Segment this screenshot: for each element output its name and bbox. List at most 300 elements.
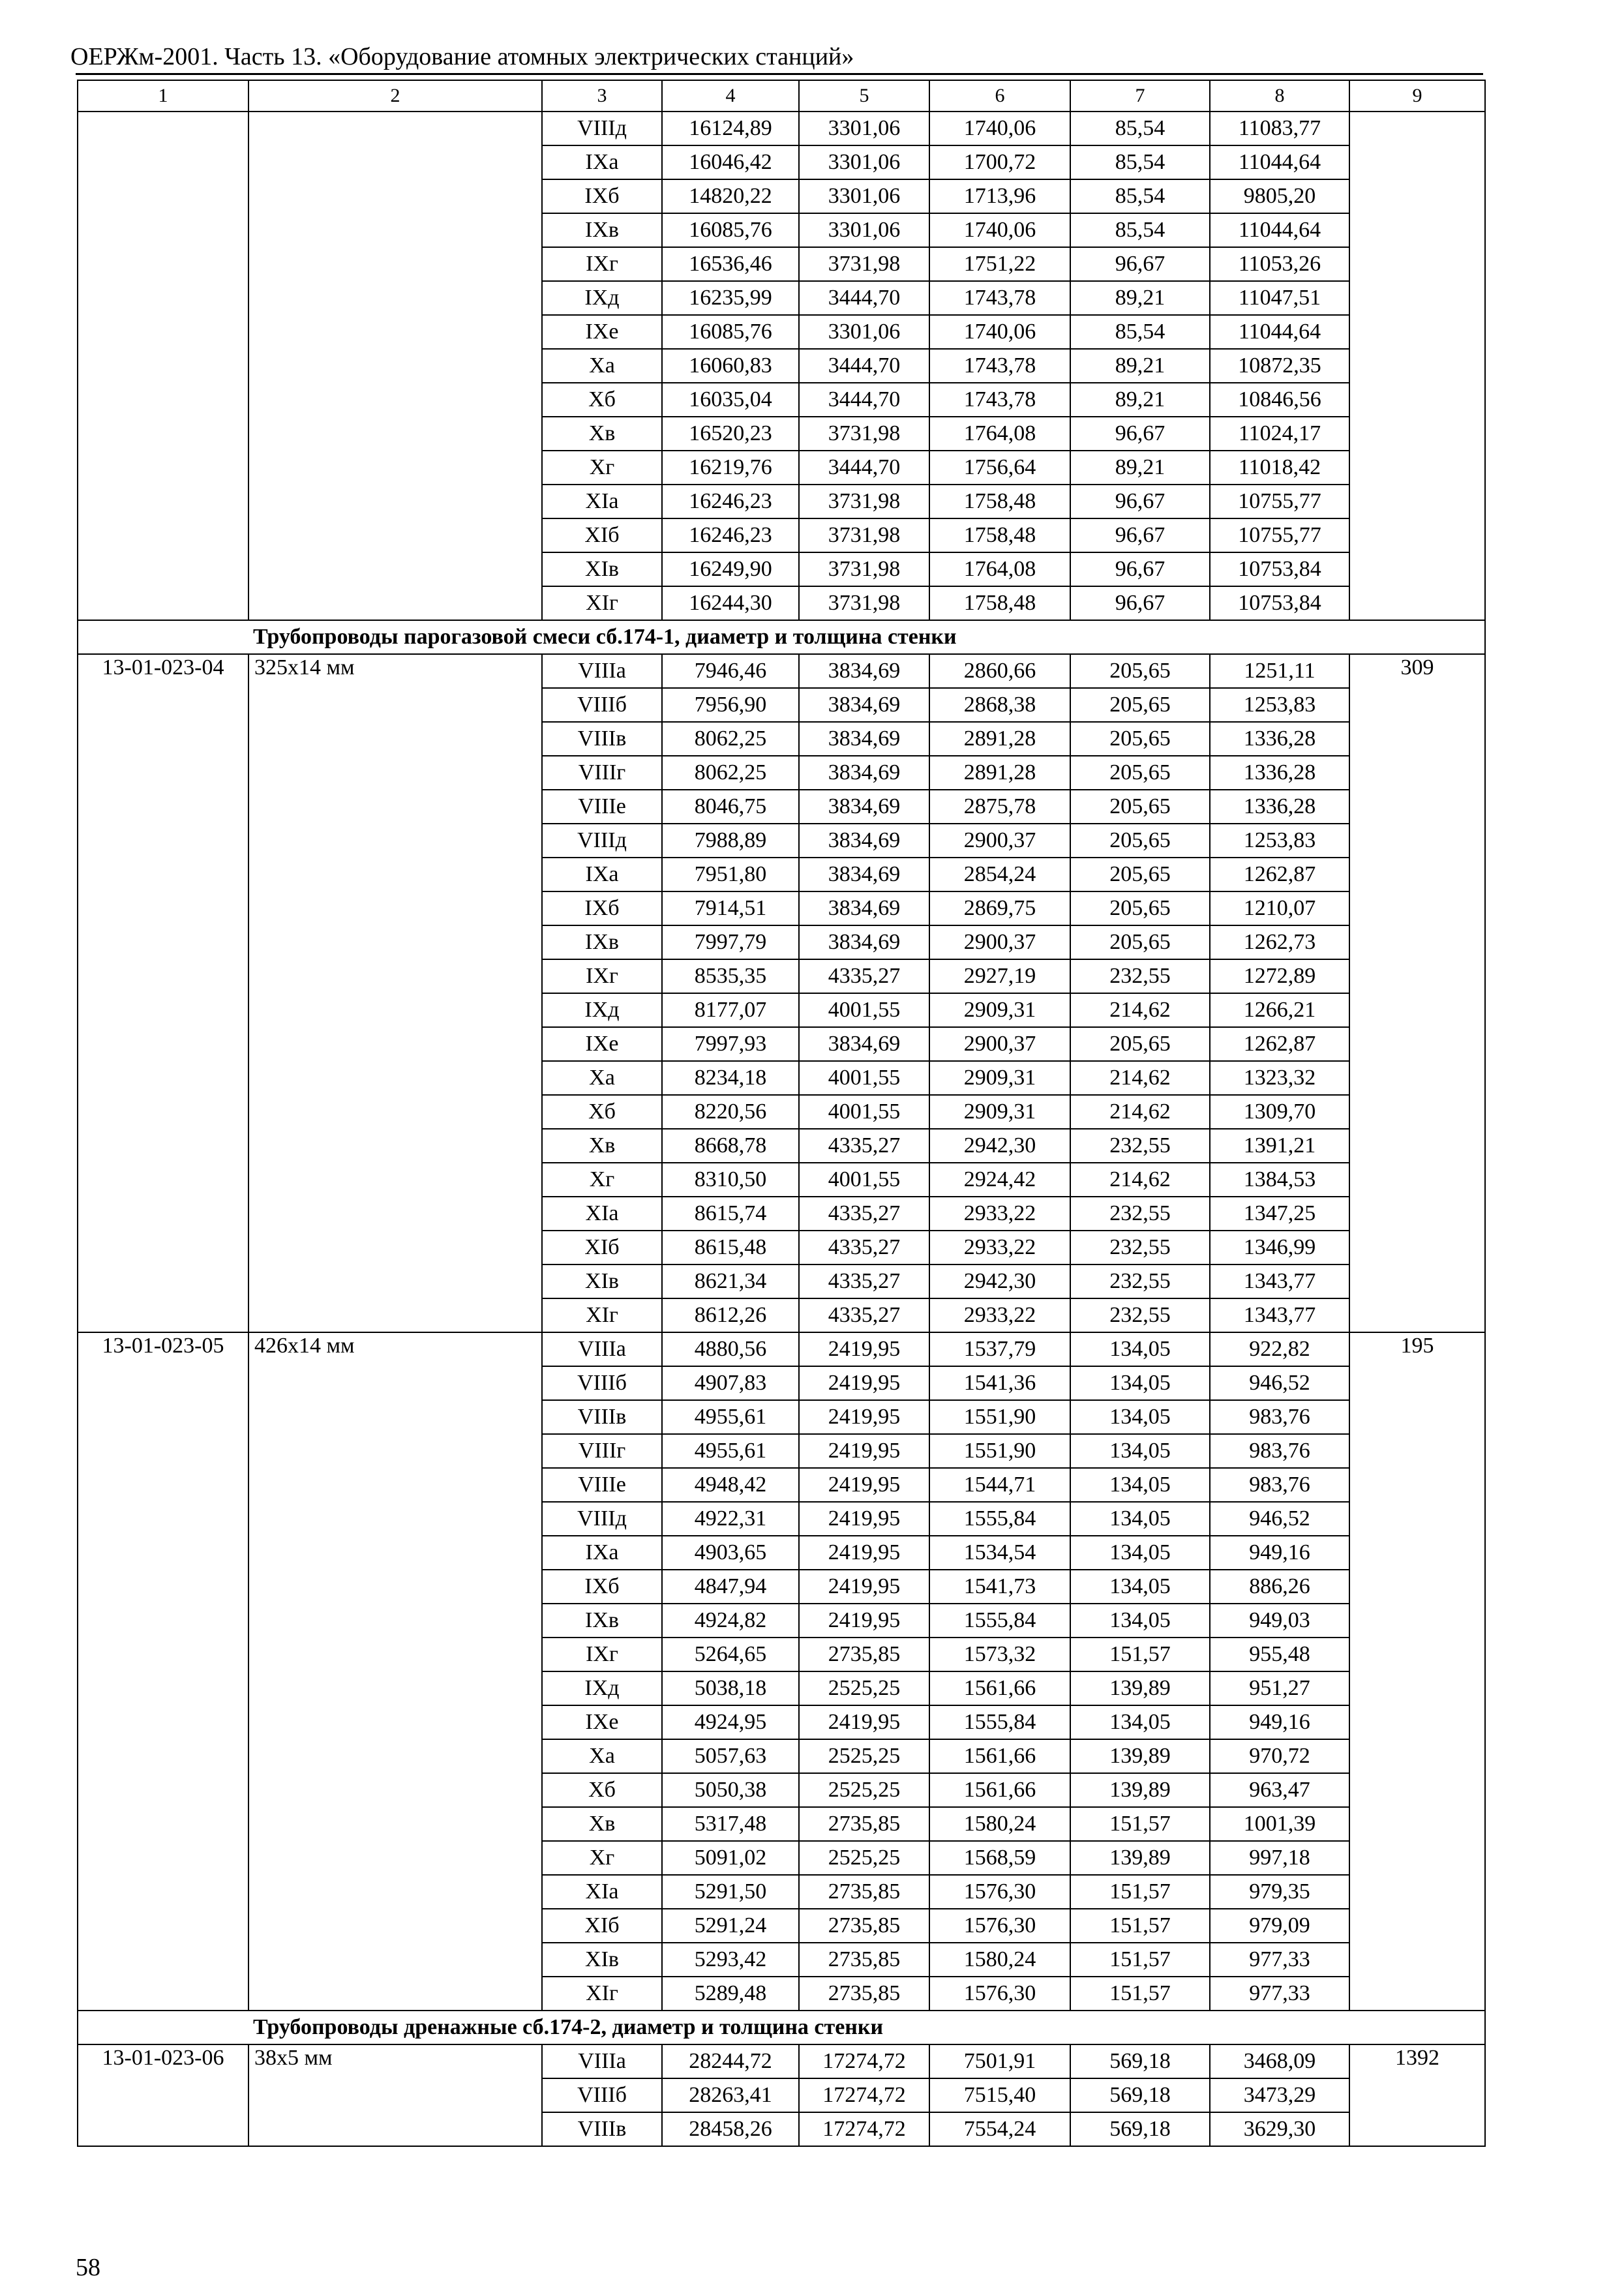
description-cell (248, 1502, 542, 1536)
machinist-wages-cell: 205,65 (1070, 654, 1210, 688)
machines-cell: 1580,24 (929, 1943, 1070, 1977)
table-row (78, 1705, 1485, 1739)
total-cost-cell: 5038,18 (662, 1671, 799, 1705)
code-cell (78, 213, 248, 247)
machinist-wages-cell: 205,65 (1070, 756, 1210, 790)
materials-cell: 11044,64 (1210, 213, 1349, 247)
code-cell (78, 247, 248, 281)
materials-cell: 11047,51 (1210, 281, 1349, 315)
wages-cell: 3731,98 (799, 586, 929, 620)
machinist-wages-cell: 85,54 (1070, 112, 1210, 145)
total-cost-cell: 5091,02 (662, 1841, 799, 1875)
zone-cell: Xг (542, 1163, 662, 1197)
zone-cell: Xв (542, 1807, 662, 1841)
labor-cell (1349, 858, 1485, 891)
code-cell (78, 891, 248, 925)
machines-cell: 1743,78 (929, 349, 1070, 383)
labor-cell (1349, 824, 1485, 858)
zone-cell: IXв (542, 1604, 662, 1638)
wages-cell: 4335,27 (799, 1197, 929, 1231)
col-header-4: 4 (662, 80, 799, 112)
machines-cell: 2933,22 (929, 1231, 1070, 1264)
wages-cell: 3834,69 (799, 688, 929, 722)
col-header-6: 6 (929, 80, 1070, 112)
materials-cell: 10753,84 (1210, 552, 1349, 586)
zone-cell: XIг (542, 586, 662, 620)
materials-cell: 983,76 (1210, 1434, 1349, 1468)
description-cell (248, 790, 542, 824)
machines-cell: 1700,72 (929, 145, 1070, 179)
code-cell (78, 383, 248, 417)
labor-cell (1349, 1807, 1485, 1841)
code-cell (78, 1197, 248, 1231)
code-cell (78, 1841, 248, 1875)
code-cell (78, 790, 248, 824)
machines-cell: 1743,78 (929, 281, 1070, 315)
description-cell (248, 1909, 542, 1943)
total-cost-cell: 5289,48 (662, 1977, 799, 2011)
wages-cell: 4335,27 (799, 1129, 929, 1163)
table-row (78, 1434, 1485, 1468)
total-cost-cell: 7956,90 (662, 688, 799, 722)
total-cost-cell: 4880,56 (662, 1332, 799, 1366)
code-cell (78, 552, 248, 586)
zone-cell: VIIIв (542, 1400, 662, 1434)
total-cost-cell: 8062,25 (662, 756, 799, 790)
machines-cell: 1580,24 (929, 1807, 1070, 1841)
materials-cell: 1336,28 (1210, 756, 1349, 790)
materials-cell: 997,18 (1210, 1841, 1349, 1875)
description-cell (248, 2078, 542, 2112)
wages-cell: 17274,72 (799, 2112, 929, 2146)
total-cost-cell: 7951,80 (662, 858, 799, 891)
total-cost-cell: 7988,89 (662, 824, 799, 858)
materials-cell: 1262,87 (1210, 1027, 1349, 1061)
table-row (78, 2112, 1485, 2146)
zone-cell: IXе (542, 1705, 662, 1739)
wages-cell: 2419,95 (799, 1705, 929, 1739)
zone-cell: VIIIг (542, 756, 662, 790)
code-cell (78, 1264, 248, 1298)
table-row (78, 1332, 1485, 1366)
materials-cell: 951,27 (1210, 1671, 1349, 1705)
description-cell (248, 1400, 542, 1434)
machines-cell: 1534,54 (929, 1536, 1070, 1570)
table-row (78, 179, 1485, 213)
wages-cell: 2419,95 (799, 1468, 929, 1502)
wages-cell: 2525,25 (799, 1739, 929, 1773)
zone-cell: XIв (542, 1264, 662, 1298)
section-title: Трубопроводы парогазовой смеси сб.174-1, диаметр и толщина стенки (78, 620, 1485, 654)
total-cost-cell: 4948,42 (662, 1468, 799, 1502)
zone-cell: Xв (542, 1129, 662, 1163)
zone-cell: VIIIв (542, 722, 662, 756)
code-cell (78, 1570, 248, 1604)
description-cell (248, 1468, 542, 1502)
labor-cell (1349, 112, 1485, 145)
machines-cell: 1573,32 (929, 1638, 1070, 1671)
code-cell (78, 349, 248, 383)
code-cell (78, 1977, 248, 2011)
code-cell (78, 1773, 248, 1807)
machinist-wages-cell: 96,67 (1070, 552, 1210, 586)
labor-cell (1349, 552, 1485, 586)
description-cell (248, 1264, 542, 1298)
total-cost-cell: 8535,35 (662, 959, 799, 993)
total-cost-cell: 4847,94 (662, 1570, 799, 1604)
machinist-wages-cell: 85,54 (1070, 179, 1210, 213)
machinist-wages-cell: 96,67 (1070, 485, 1210, 518)
materials-cell: 949,03 (1210, 1604, 1349, 1638)
description-cell (248, 1739, 542, 1773)
wages-cell: 3444,70 (799, 451, 929, 485)
machinist-wages-cell: 214,62 (1070, 1095, 1210, 1129)
table-row (78, 485, 1485, 518)
machines-cell: 1713,96 (929, 179, 1070, 213)
table-row (78, 451, 1485, 485)
machinist-wages-cell: 96,67 (1070, 518, 1210, 552)
materials-cell: 949,16 (1210, 1705, 1349, 1739)
machinist-wages-cell: 139,89 (1070, 1773, 1210, 1807)
machinist-wages-cell: 96,67 (1070, 586, 1210, 620)
table-row (78, 722, 1485, 756)
materials-cell: 11083,77 (1210, 112, 1349, 145)
wages-cell: 2735,85 (799, 1943, 929, 1977)
zone-cell: XIа (542, 1875, 662, 1909)
description-cell (248, 112, 542, 145)
table-row (78, 1197, 1485, 1231)
code-cell (78, 1502, 248, 1536)
machines-cell: 1764,08 (929, 552, 1070, 586)
description-cell (248, 518, 542, 552)
labor-cell (1349, 1061, 1485, 1095)
machines-cell: 2933,22 (929, 1197, 1070, 1231)
labor-cell (1349, 1197, 1485, 1231)
page-number: 58 (76, 2254, 100, 2281)
description-cell (248, 1061, 542, 1095)
code-cell (78, 1129, 248, 1163)
materials-cell: 1253,83 (1210, 688, 1349, 722)
labor-cell (1349, 213, 1485, 247)
total-cost-cell: 16249,90 (662, 552, 799, 586)
code-cell (78, 2078, 248, 2112)
wages-cell: 4001,55 (799, 1163, 929, 1197)
code-cell (78, 925, 248, 959)
machines-cell: 1555,84 (929, 1502, 1070, 1536)
materials-cell: 983,76 (1210, 1468, 1349, 1502)
machines-cell: 1764,08 (929, 417, 1070, 451)
machinist-wages-cell: 232,55 (1070, 1197, 1210, 1231)
materials-cell: 1343,77 (1210, 1264, 1349, 1298)
description-cell (248, 1671, 542, 1705)
zone-cell: IXг (542, 247, 662, 281)
labor-cell (1349, 485, 1485, 518)
machines-cell: 2942,30 (929, 1129, 1070, 1163)
description-cell (248, 586, 542, 620)
table-row (78, 824, 1485, 858)
wages-cell: 3834,69 (799, 790, 929, 824)
total-cost-cell: 7946,46 (662, 654, 799, 688)
wages-cell: 2525,25 (799, 1841, 929, 1875)
code-cell (78, 1909, 248, 1943)
table-row (78, 1468, 1485, 1502)
description-cell (248, 1366, 542, 1400)
code-cell (78, 1163, 248, 1197)
zone-cell: IXг (542, 959, 662, 993)
total-cost-cell: 28263,41 (662, 2078, 799, 2112)
description-cell (248, 1129, 542, 1163)
code-cell (78, 858, 248, 891)
machines-cell: 1541,73 (929, 1570, 1070, 1604)
wages-cell: 3731,98 (799, 552, 929, 586)
code-cell (78, 1638, 248, 1671)
total-cost-cell: 5291,50 (662, 1875, 799, 1909)
machines-cell: 1751,22 (929, 247, 1070, 281)
zone-cell: IXд (542, 281, 662, 315)
description-cell (248, 1807, 542, 1841)
materials-cell: 10846,56 (1210, 383, 1349, 417)
table-row (78, 1875, 1485, 1909)
code-cell (78, 1739, 248, 1773)
table-row (78, 281, 1485, 315)
wages-cell: 17274,72 (799, 2044, 929, 2078)
description-cell (248, 1197, 542, 1231)
code-cell (78, 722, 248, 756)
machines-cell: 2891,28 (929, 722, 1070, 756)
total-cost-cell: 16060,83 (662, 349, 799, 383)
materials-cell: 963,47 (1210, 1773, 1349, 1807)
machinist-wages-cell: 89,21 (1070, 281, 1210, 315)
materials-cell: 11024,17 (1210, 417, 1349, 451)
machines-cell: 1758,48 (929, 518, 1070, 552)
description-cell (248, 1163, 542, 1197)
machinist-wages-cell: 134,05 (1070, 1400, 1210, 1434)
labor-cell (1349, 993, 1485, 1027)
description-cell (248, 1570, 542, 1604)
machines-cell: 2942,30 (929, 1264, 1070, 1298)
zone-cell: Xб (542, 1095, 662, 1129)
machinist-wages-cell: 85,54 (1070, 213, 1210, 247)
table-row (78, 1739, 1485, 1773)
wages-cell: 3731,98 (799, 417, 929, 451)
zone-cell: VIIIд (542, 1502, 662, 1536)
materials-cell: 1346,99 (1210, 1231, 1349, 1264)
total-cost-cell: 5264,65 (662, 1638, 799, 1671)
total-cost-cell: 8612,26 (662, 1298, 799, 1332)
total-cost-cell: 16085,76 (662, 315, 799, 349)
table-row (78, 858, 1485, 891)
machines-cell: 2900,37 (929, 925, 1070, 959)
zone-cell: VIIIе (542, 1468, 662, 1502)
machines-cell: 1551,90 (929, 1434, 1070, 1468)
machines-cell: 2900,37 (929, 824, 1070, 858)
labor-cell (1349, 451, 1485, 485)
labor-cell (1349, 179, 1485, 213)
code-cell (78, 959, 248, 993)
description-cell (248, 349, 542, 383)
total-cost-cell: 8046,75 (662, 790, 799, 824)
description-cell (248, 891, 542, 925)
description-cell (248, 1434, 542, 1468)
machines-cell: 2933,22 (929, 1298, 1070, 1332)
description-cell (248, 756, 542, 790)
description-cell (248, 824, 542, 858)
materials-cell: 1336,28 (1210, 722, 1349, 756)
wages-cell: 4335,27 (799, 1298, 929, 1332)
table-row (78, 417, 1485, 451)
machinist-wages-cell: 205,65 (1070, 1027, 1210, 1061)
wages-cell: 2735,85 (799, 1638, 929, 1671)
description-cell (248, 959, 542, 993)
machines-cell: 7515,40 (929, 2078, 1070, 2112)
table-row (78, 1638, 1485, 1671)
materials-cell: 1262,73 (1210, 925, 1349, 959)
total-cost-cell: 4924,95 (662, 1705, 799, 1739)
wages-cell: 2419,95 (799, 1502, 929, 1536)
labor-cell (1349, 383, 1485, 417)
materials-cell: 977,33 (1210, 1943, 1349, 1977)
description-cell (248, 2112, 542, 2146)
total-cost-cell: 4924,82 (662, 1604, 799, 1638)
materials-cell: 10755,77 (1210, 485, 1349, 518)
machines-cell: 2869,75 (929, 891, 1070, 925)
materials-cell: 11044,64 (1210, 315, 1349, 349)
code-cell (78, 1875, 248, 1909)
machinist-wages-cell: 232,55 (1070, 1264, 1210, 1298)
machines-cell: 1743,78 (929, 383, 1070, 417)
materials-cell: 10872,35 (1210, 349, 1349, 383)
code-cell (78, 518, 248, 552)
materials-cell: 977,33 (1210, 1977, 1349, 2011)
zone-cell: XIв (542, 552, 662, 586)
zone-cell: Xа (542, 349, 662, 383)
code-cell: 13-01-023-05 (78, 1332, 248, 1366)
table-row (78, 1298, 1485, 1332)
machines-cell: 1758,48 (929, 485, 1070, 518)
total-cost-cell: 5317,48 (662, 1807, 799, 1841)
total-cost-cell: 16046,42 (662, 145, 799, 179)
machinist-wages-cell: 139,89 (1070, 1671, 1210, 1705)
labor-cell (1349, 1298, 1485, 1332)
table-row (78, 1604, 1485, 1638)
machinist-wages-cell: 151,57 (1070, 1638, 1210, 1671)
labor-cell (1349, 1570, 1485, 1604)
machinist-wages-cell: 205,65 (1070, 891, 1210, 925)
col-header-9: 9 (1349, 80, 1485, 112)
table-row (78, 891, 1485, 925)
machinist-wages-cell: 139,89 (1070, 1841, 1210, 1875)
zone-cell: VIIIе (542, 790, 662, 824)
total-cost-cell: 16219,76 (662, 451, 799, 485)
code-cell (78, 112, 248, 145)
code-cell: 13-01-023-06 (78, 2044, 248, 2078)
description-cell (248, 1298, 542, 1332)
wages-cell: 3834,69 (799, 1027, 929, 1061)
materials-cell: 946,52 (1210, 1502, 1349, 1536)
zone-cell: XIб (542, 1909, 662, 1943)
machinist-wages-cell: 89,21 (1070, 383, 1210, 417)
description-cell (248, 1943, 542, 1977)
labor-cell (1349, 925, 1485, 959)
col-header-2: 2 (248, 80, 542, 112)
table-row (78, 1909, 1485, 1943)
description-cell (248, 281, 542, 315)
table-row (78, 1129, 1485, 1163)
wages-cell: 2419,95 (799, 1332, 929, 1366)
description-cell (248, 451, 542, 485)
machines-cell: 2860,66 (929, 654, 1070, 688)
machines-cell: 1551,90 (929, 1400, 1070, 1434)
labor-cell: 195 (1349, 1332, 1485, 1366)
zone-cell: Xа (542, 1739, 662, 1773)
code-cell (78, 2112, 248, 2146)
table-row (78, 1231, 1485, 1264)
total-cost-cell: 7914,51 (662, 891, 799, 925)
table-row (78, 1502, 1485, 1536)
labor-cell (1349, 1366, 1485, 1400)
zone-cell: IXе (542, 1027, 662, 1061)
labor-cell: 1392 (1349, 2044, 1485, 2078)
machinist-wages-cell: 89,21 (1070, 349, 1210, 383)
labor-cell (1349, 2078, 1485, 2112)
labor-cell (1349, 1705, 1485, 1739)
machinist-wages-cell: 151,57 (1070, 1977, 1210, 2011)
zone-cell: VIIIа (542, 2044, 662, 2078)
description-cell (248, 925, 542, 959)
machines-cell: 1541,36 (929, 1366, 1070, 1400)
description-cell (248, 1841, 542, 1875)
table-row (78, 1264, 1485, 1298)
description-cell (248, 993, 542, 1027)
col-header-5: 5 (799, 80, 929, 112)
table-body (78, 112, 1485, 2146)
description-cell (248, 383, 542, 417)
zone-cell: IXв (542, 213, 662, 247)
labor-cell (1349, 1468, 1485, 1502)
code-cell (78, 179, 248, 213)
table-row (78, 1536, 1485, 1570)
zone-cell: VIIIб (542, 2078, 662, 2112)
machinist-wages-cell: 232,55 (1070, 1298, 1210, 1332)
wages-cell: 2419,95 (799, 1400, 929, 1434)
wages-cell: 3301,06 (799, 315, 929, 349)
labor-cell (1349, 1604, 1485, 1638)
machinist-wages-cell: 205,65 (1070, 722, 1210, 756)
zone-cell: IXб (542, 891, 662, 925)
table-row (78, 1570, 1485, 1604)
machinist-wages-cell: 232,55 (1070, 959, 1210, 993)
labor-cell (1349, 1739, 1485, 1773)
materials-cell: 1384,53 (1210, 1163, 1349, 1197)
materials-cell: 1266,21 (1210, 993, 1349, 1027)
description-cell (248, 1977, 542, 2011)
wages-cell: 4335,27 (799, 1231, 929, 1264)
description-cell (248, 1638, 542, 1671)
labor-cell (1349, 586, 1485, 620)
machinist-wages-cell: 569,18 (1070, 2078, 1210, 2112)
table-row (78, 1366, 1485, 1400)
labor-cell (1349, 281, 1485, 315)
code-cell: 13-01-023-04 (78, 654, 248, 688)
code-cell (78, 1298, 248, 1332)
total-cost-cell: 8220,56 (662, 1095, 799, 1129)
zone-cell: IXб (542, 179, 662, 213)
machines-cell: 1544,71 (929, 1468, 1070, 1502)
description-cell (248, 247, 542, 281)
table-row (78, 1943, 1485, 1977)
wages-cell: 3834,69 (799, 824, 929, 858)
total-cost-cell: 8668,78 (662, 1129, 799, 1163)
